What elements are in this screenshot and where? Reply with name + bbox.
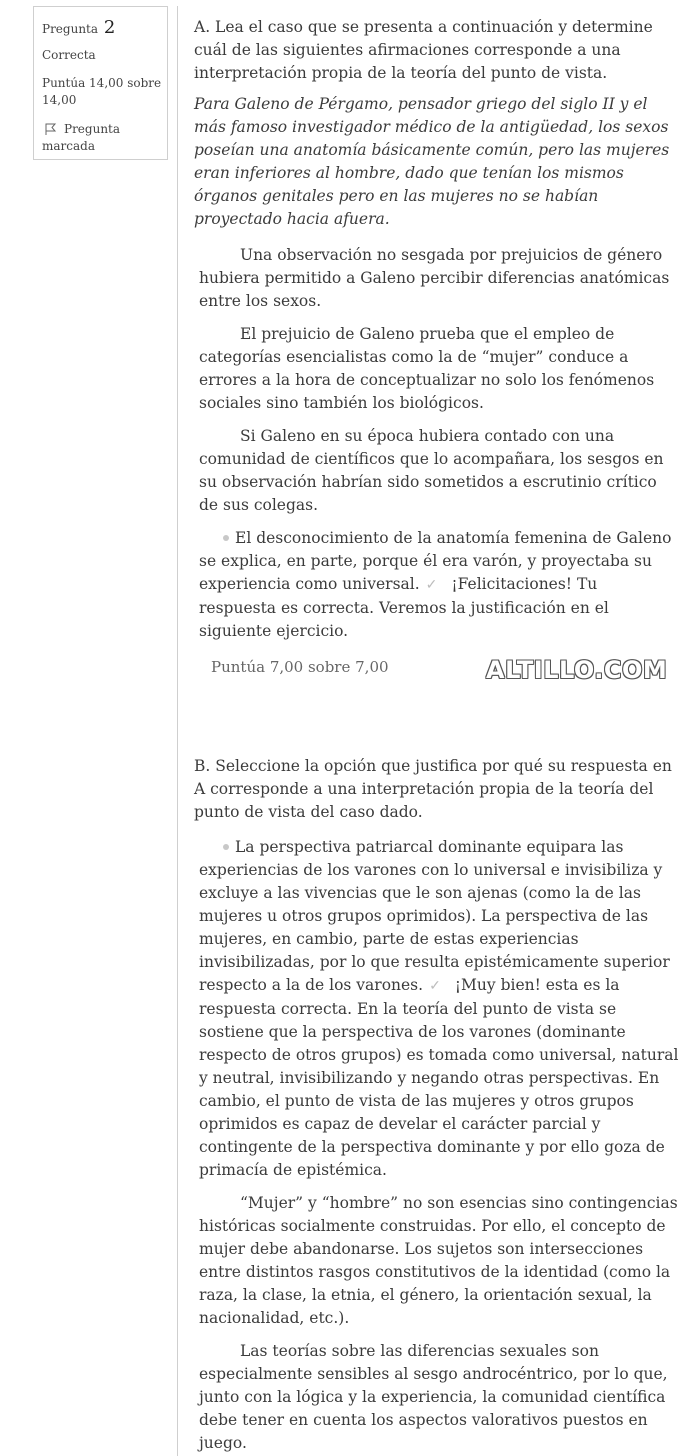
- radio-selected-icon: [223, 535, 229, 541]
- part-a-prompt: A. Lea el caso que se presenta a continuación y determine cuál de las siguientes afirmaciones corresponde a una interpretación propia de la teoría del punto de vista.: [194, 18, 653, 82]
- radio-selected-icon: [223, 844, 229, 850]
- content-divider: [177, 6, 178, 1456]
- question-content: [194, 16, 679, 1455]
- part-b-prompt: B. Seleccione la opción que justifica por qué su respuesta en A corresponde a una interpretación propia de la teoría del punto de vista del caso dado.: [194, 757, 672, 821]
- flag-label: Pregunta marcada: [42, 122, 121, 153]
- question-number: 2: [103, 17, 116, 38]
- question-status: Correcta: [42, 48, 96, 62]
- part-a-selected-text: El desconocimiento de la anatomía femenina de Galeno se explica, en parte, porque él era varón, y proyectaba su experiencia como universal.: [199, 529, 672, 593]
- check-icon: ✓: [429, 978, 441, 994]
- part-b-selected-text: La perspectiva patriarcal dominante equipara las experiencias de los varones con lo universal e invisibiliza y excluye a las vivencias que le son ajenas (como la de las mujeres u otros grupos oprimidos). La perspectiva de las mujeres, en cambio, parte de estas experiencias invisibilizadas, por lo que resulta epistémicamente superior respecto a la de los varones.: [199, 838, 670, 994]
- watermark-logo: ALTILLO.COM: [486, 656, 668, 684]
- part-a-option-2[interactable]: El prejuicio de Galeno prueba que el empleo de categorías esencialistas como la de “mujer” conduce a errores a la hora de conceptualizar no solo los fenómenos sociales sino también los biológicos.: [199, 325, 655, 412]
- part-b-option-2[interactable]: “Mujer” y “hombre” no son esencias sino contingencias históricas socialmente construidas. Por ello, el concepto de mujer debe abandonarse. Los sujetos son intersecciones entre distintos rasgos constitutivos de la identidad (como la raza, la clase, la etnia, el género, la orientación sexual, la nacionalidad, etc.).: [199, 1194, 678, 1327]
- question-info-panel: [33, 6, 168, 160]
- part-b-feedback: ¡Muy bien! esta es la respuesta correcta. En la teoría del punto de vista se sostiene que la perspectiva de los varones (dominante respecto de otros grupos) es tomada como universal, natural y neutral, invisibilizando y negando otras perspectivas. En cambio, el punto de vista de las mujeres y otros grupos oprimidos es capaz de develar el carácter parcial y contingente de la perspectiva dominante y por ello goza de primacía de epistémica.: [199, 976, 679, 1179]
- question-label: Pregunta 2: [42, 17, 116, 38]
- check-icon: ✓: [425, 577, 438, 593]
- part-a-points: Puntúa 7,00 sobre 7,00: [211, 658, 389, 676]
- part-a-option-selected[interactable]: [199, 527, 679, 643]
- part-a-option-3[interactable]: Si Galeno en su época hubiera contado con una comunidad de científicos que lo acompañara, los sesgos en su observación habrían sido sometidos a escrutinio crítico de sus colegas.: [199, 427, 664, 514]
- part-b-option-3[interactable]: Las teorías sobre las diferencias sexuales son especialmente sensibles al sesgo androcéntrico, por lo que, junto con la lógica y la experiencia, la comunidad científica debe tener en cuenta los aspectos valorativos puestos en juego.: [199, 1342, 668, 1452]
- part-a-option-1[interactable]: Una observación no sesgada por prejuicios de género hubiera permitido a Galeno percibir diferencias anatómicas entre los sexos.: [199, 246, 670, 310]
- flag-question-toggle[interactable]: [42, 121, 164, 155]
- part-a-feedback: ¡Felicitaciones! Tu respuesta es correcta. Veremos la justificación en el siguiente ejercicio.: [199, 575, 609, 640]
- question-score: Puntúa 14,00 sobre 14,00: [42, 76, 162, 107]
- flag-icon: [45, 123, 57, 140]
- part-b-option-selected[interactable]: [199, 836, 679, 1182]
- part-a-case: Para Galeno de Pérgamo, pensador griego del siglo II y el más famoso investigador médico de la antigüedad, los sexos poseían una anatomía básicamente común, pero las mujeres eran inferiores al hombre, dado que tenían los mismos órganos genitales pero en las mujeres no se habían proyectado hacia afuera.: [194, 95, 670, 228]
